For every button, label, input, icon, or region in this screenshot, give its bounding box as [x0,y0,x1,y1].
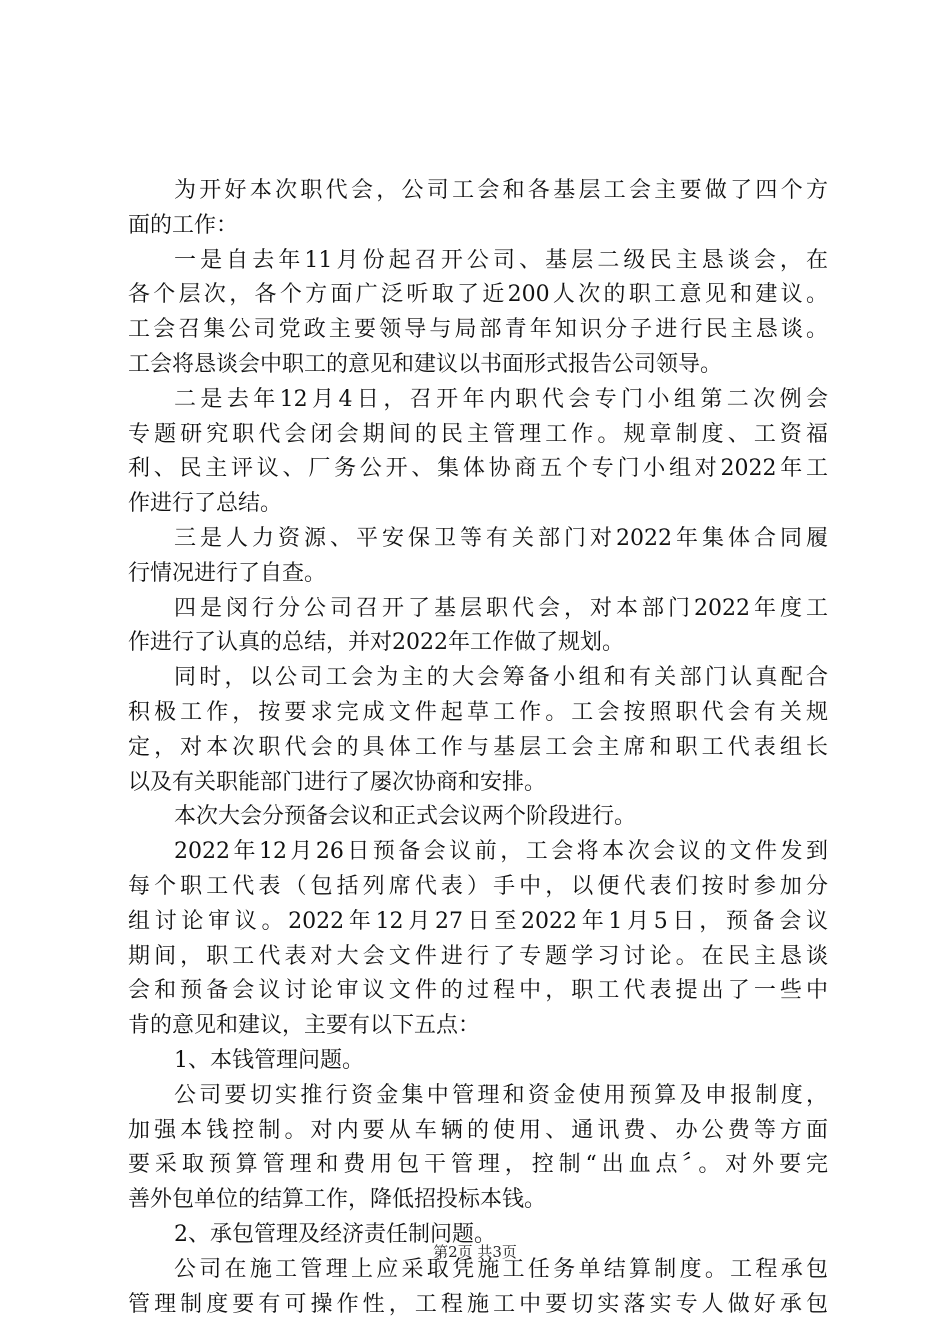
text-line: 为开好本次职代会，公司工会和各基层工会主要做了四个方 [174,178,828,203]
text-line: 工会召集公司党政主要领导与局部青年知识分子进行民主恳谈。 [128,317,828,343]
text-line: 本次大会分预备会议和正式会议两个阶段进行。 [174,804,637,830]
text-line: 三是人力资源、平安保卫等有关部门对2022年集体合同履 [174,525,828,551]
text-line: 要采取预算管理和费用包干管理，控制“出血点〞。对外要完 [128,1152,828,1178]
text-line: 期间，职工代表对大会文件进行了专题学习讨论。在民主恳谈 [128,943,828,969]
text-line: 积极工作，按要求完成文件起草工作。工会按照职代会有关规 [128,699,828,725]
text-line: 2022年12月26日预备会议前，工会将本次会议的文件发到 [174,839,828,865]
text-line: 管理制度要有可操作性，工程施工中要切实落实专人做好承包 [128,1291,828,1317]
text-line: 作进行了总结。 [128,491,283,517]
text-line: 专题研究职代会闭会期间的民主管理工作。规章制度、工资福 [128,421,828,447]
text-line: 加强本钱控制。对内要从车辆的使用、通讯费、办公费等方面 [128,1117,828,1143]
text-line: 公司在施工管理上应采取凭施工任务单结算制度。工程承包 [174,1256,828,1282]
text-line: 定，对本次职代会的具体工作与基层工会主席和职工代表组长 [128,734,828,760]
page-footer [0,1242,950,1262]
text-line: 作进行了认真的总结，并对2022年工作做了规划。 [128,630,624,656]
text-line: 一是自去年11月份起召开公司、基层二级民主恳谈会，在 [174,247,828,273]
text-line: 公司要切实推行资金集中管理和资金使用预算及申报制度， [174,1082,828,1108]
text-line: 利、民主评议、厂务公开、集体协商五个专门小组对2022年工 [128,456,828,482]
text-line: 肯的意见和建议，主要有以下五点： [128,1013,481,1039]
text-line: 善外包单位的结算工作，降低招投标本钱。 [128,1187,547,1213]
text-line: 组讨论审议。2022年12月27日至2022年1月5日，预备会议 [128,908,828,934]
text-line: 面的工作： [128,212,239,238]
text-line: 行情况进行了自查。 [128,560,327,586]
text-line: 各个层次，各个方面广泛听取了近200人次的职工意见和建议。 [128,282,828,308]
text-line: 工会将恳谈会中职工的意见和建议以书面形式报告公司领导。 [128,351,723,377]
document-body [128,174,828,1322]
text-line: 会和预备会议讨论审议文件的过程中，职工代表提出了一些中 [128,978,828,1004]
text-line: 以及有关职能部门进行了屡次协商和安排。 [128,769,547,795]
text-line: 同时，以公司工会为主的大会筹备小组和有关部门认真配合 [174,665,828,691]
page-number-label: 第2页 共3页 [433,1243,517,1261]
text-line: 每个职工代表（包括列席代表）手中，以便代表们按时参加分 [128,873,828,899]
text-line: 1、本钱管理问题。 [174,1047,364,1073]
text-line: 二是去年12月4日，召开年内职代会专门小组第二次例会 [174,386,828,412]
text-line: 2、承包管理及经济责任制问题。 [174,1221,496,1247]
text-line: 四是闵行分公司召开了基层职代会，对本部门2022年度工 [174,595,828,621]
